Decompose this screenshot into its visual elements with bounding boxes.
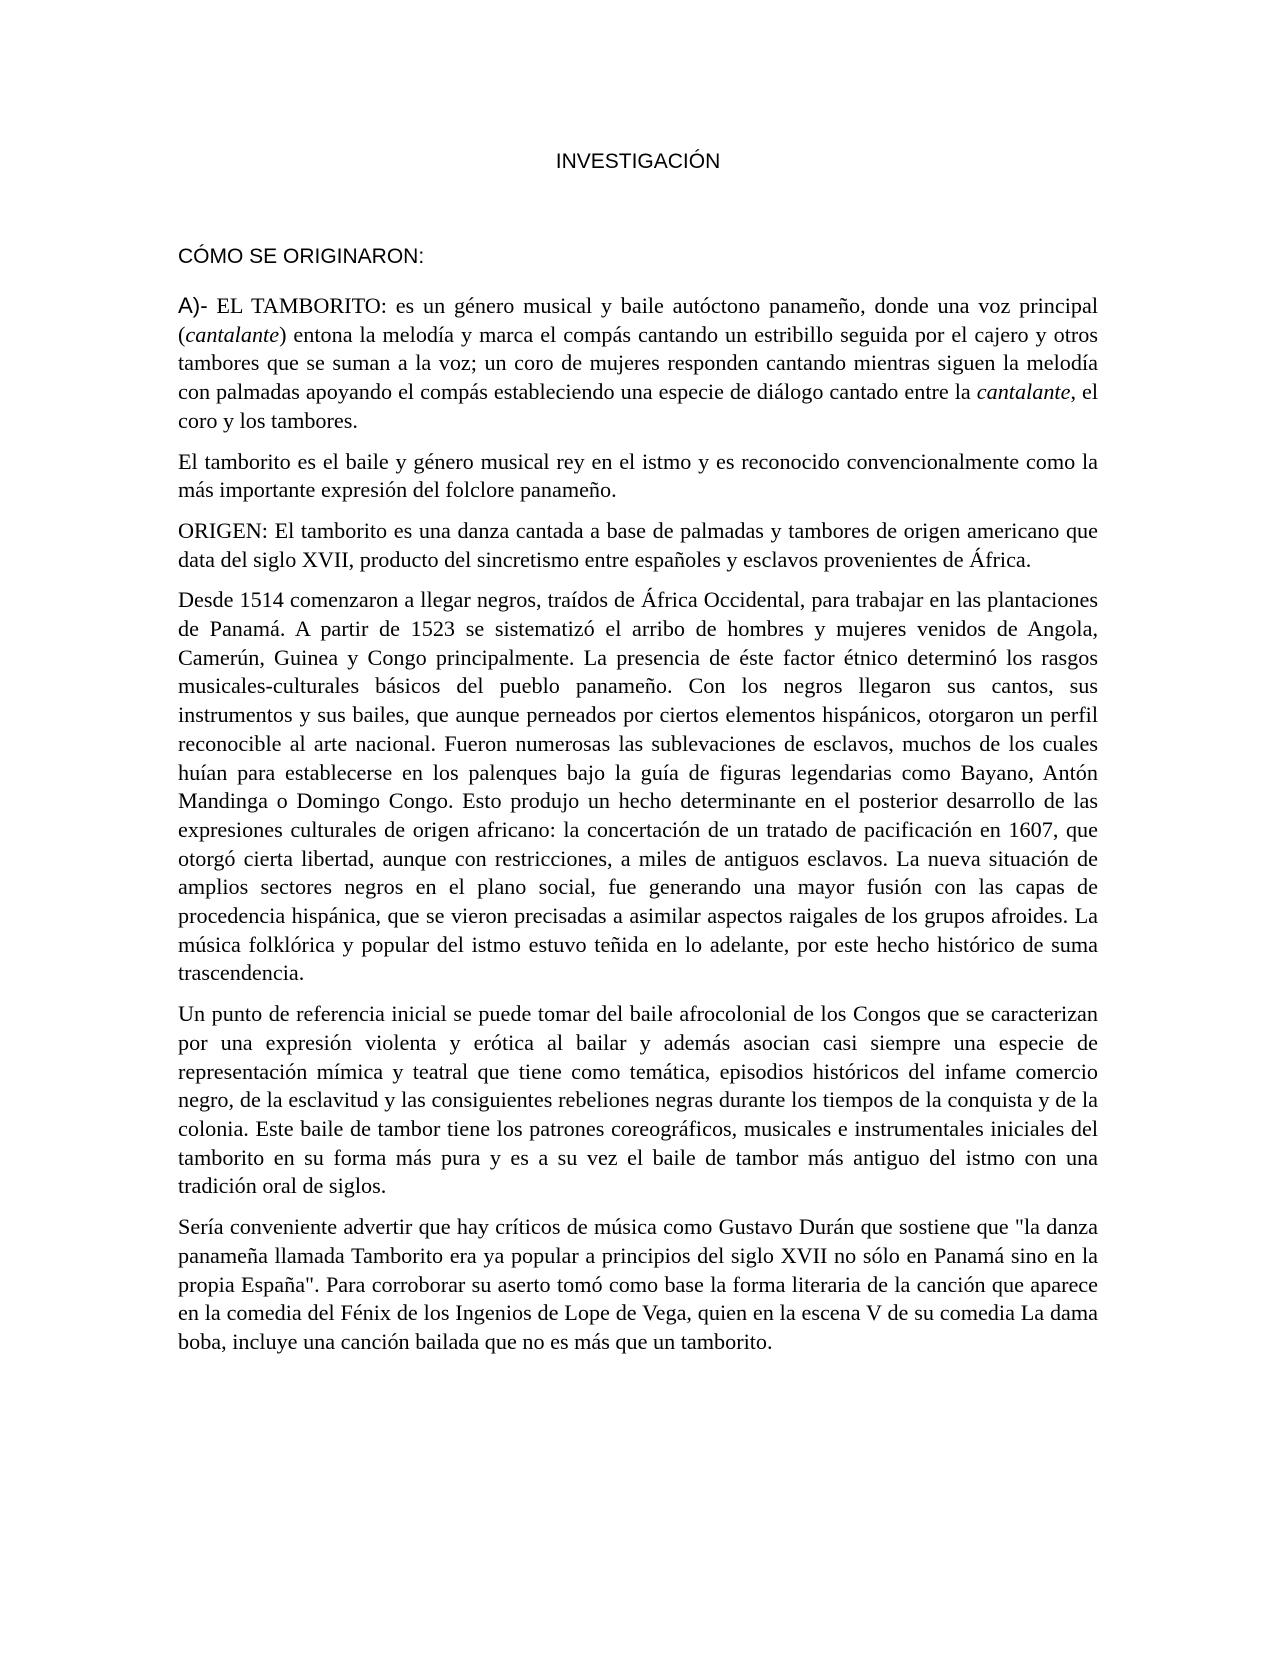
paragraph-origen: ORIGEN: El tamborito es una danza cantada a base de palmadas y tambores de origen americano que data del siglo XVII, producto del sincretismo entre españoles y esclavos provenientes de África. — [178, 517, 1098, 572]
section-heading: CÓMO SE ORIGINARON: — [178, 245, 425, 268]
italic-term: cantalante — [976, 379, 1071, 405]
document-title: INVESTIGACIÓN — [555, 150, 721, 173]
italic-term: cantalante — [185, 321, 280, 347]
paragraph-tamborito-definition — [178, 292, 1098, 436]
document-body — [178, 292, 1098, 1369]
paragraph-criticos: Sería conveniente advertir que hay críticos de música como Gustavo Durán que sostiene que "la danza panameña llamada Tamborito era ya popular a principios del siglo XVII no sólo en Panamá sino en la propia España". Para corroborar su aserto tomó como base la forma literaria de la canción que aparece en la comedia del Fénix de los Ingenios de Lope de Vega, quien en la escena V de su comedia La dama boba, incluye una canción bailada que no es más que un tamborito. — [178, 1214, 1098, 1354]
paragraph-text: , el coro y los tambores. — [178, 379, 1098, 433]
paragraph-tamborito-rey: El tamborito es el baile y género musical rey en el istmo y es reconocido convencionalmente como la más importante expresión del folclore panameño. — [178, 448, 1098, 503]
paragraph-congos: Un punto de referencia inicial se puede tomar del baile afrocolonial de los Congos que se caracterizan por una expresión violenta y erótica al bailar y además asocian casi siempre una especie de representación mímica y teatral que tiene como temática, episodios históricos del infame comercio negro, de la esclavitud y las consiguientes rebeliones negras durante los tiempos de la conquista y de la colonia. Este baile de tambor tiene los patrones coreográficos, musicales e instrumentales iniciales del tamborito en su forma más pura y es a su vez el baile de tambor más antiguo del istmo con una tradición oral de siglos. — [178, 1001, 1098, 1199]
paragraph-text: EL TAMBORITO: es un género musical y baile autóctono panameño, donde una voz principal ( — [178, 293, 1098, 347]
paragraph-historia: Desde 1514 comenzaron a llegar negros, traídos de África Occidental, para trabajar en las plantaciones de Panamá. A partir de 1523 se sistematizó el arribo de hombres y mujeres venidos de Angola, Camerún, Guinea y Congo principalmente. La presencia de éste factor étnico determinó los rasgos musicales-culturales básicos del pueblo panameño. Con los negros llegaron sus cantos, sus instrumentos y sus bailes, que aunque perneados por ciertos elementos hispánicos, otorgaron un perfil reconocible al arte nacional. Fueron numerosas las sublevaciones de esclavos, muchos de los cuales huían para establecerse en los palenques bajo la guía de figuras legendarias como Bayano, Antón Mandinga o Domingo Congo. Esto produjo un hecho determinante en el posterior desarrollo de las expresiones culturales de origen africano: la concertación de un tratado de pacificación en 1607, que otorgó cierta libertad, aunque con restricciones, a miles de antiguos esclavos. La nueva situación de amplios sectores negros en el plano social, fue generando una mayor fusión con las capas de procedencia hispánica, que se vieron precisadas a asimilar aspectos raigales de los grupos afroides. La música folklórica y popular del istmo estuvo teñida en lo adelante, por este hecho histórico de suma trascendencia. — [178, 587, 1098, 986]
list-marker: A)- — [178, 293, 208, 318]
paragraph-text: ) entona la melodía y marca el compás cantando un estribillo seguida por el cajero y otros tambores que se suman a la voz; un coro de mujeres responden cantando mientras siguen la melodía con palmadas apoyando el compás estableciendo una especie de diálogo cantado entre la — [178, 321, 1098, 405]
